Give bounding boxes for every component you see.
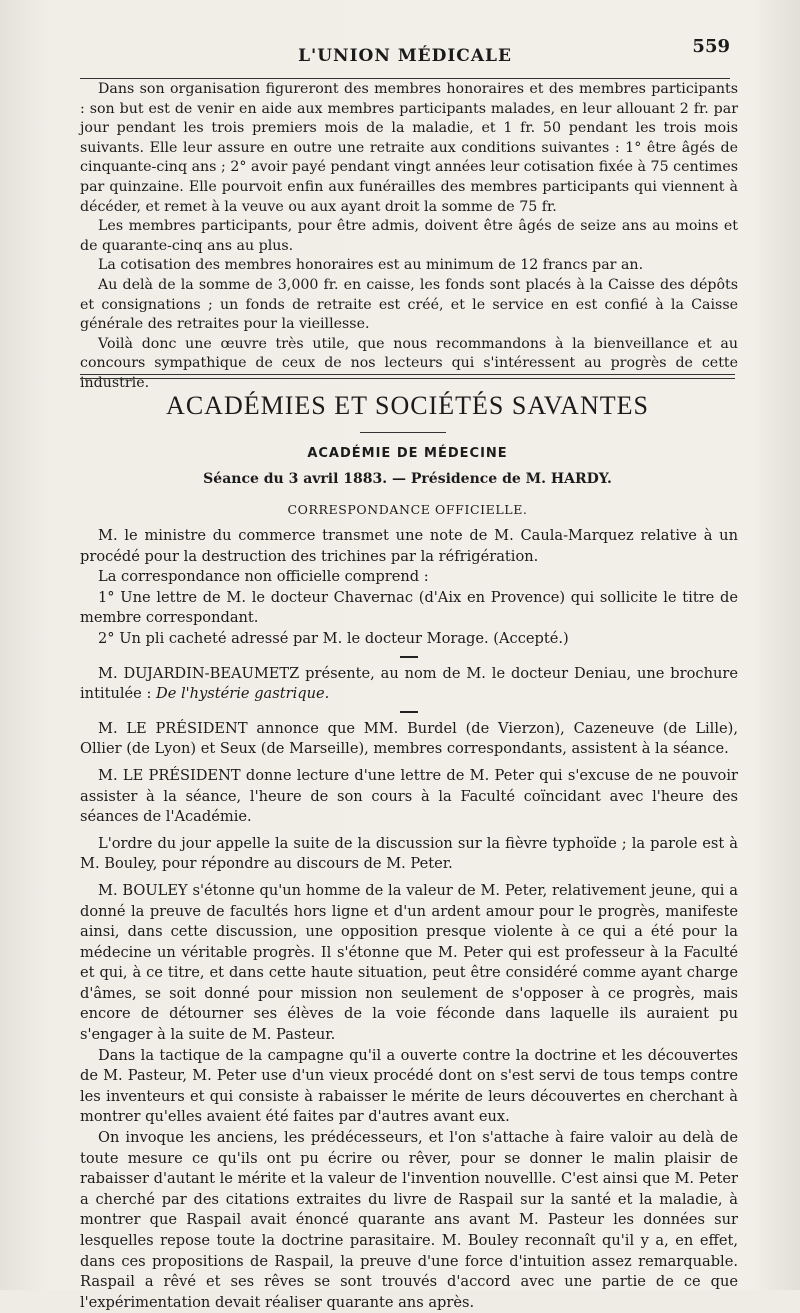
paragraph: L'ordre du jour appelle la suite de la discussion sur la fièvre typhoïde ; la parole est à M. Bouley, pour répondre au discours de M. Peter. bbox=[80, 834, 738, 873]
paragraph-text: s'étonne qu'un homme de la valeur de M. Peter, relativement jeune, qui a donné la preuve de facultés hors ligne et d'un ardent amour pour le progrès, manifeste ainsi, dans cette discussion, une opposition presque violente à ce qui a été pour la médecine un véritable progrès. Il s'étonne que M. Peter qui est professeur à la Faculté et qui, à ce titre, et dans cette haute situation, peut être considéré comme ayant charge d'âmes, se soit donné pour mission non seulement de s'opposer à ce progrès, mais encore de détourner ses élèves de la voie féconde dans laquelle ils auraient pu s'engager à la suite de M. Pasteur. bbox=[80, 881, 738, 1044]
separator-dash bbox=[400, 656, 418, 658]
paragraph-text: donne lecture d'une lettre de M. Peter qui s'excuse de ne pouvoir assister à la séance, l'heure de son cours à la Faculté coïncidant avec l'heure des séances de l'Académie. bbox=[80, 766, 738, 826]
correspondence-heading: CORRESPONDANCE OFFICIELLE. bbox=[287, 502, 528, 517]
paragraph bbox=[80, 664, 738, 705]
title-rule bbox=[360, 432, 446, 433]
speaker-name: M. LE PRÉSIDENT bbox=[98, 766, 241, 784]
academy-subtitle: ACADÉMIE DE MÉDECINE bbox=[307, 446, 508, 461]
paragraph-text: présente, au nom de M. le docteur Deniau, une brochure intitulée : bbox=[80, 664, 738, 703]
page-number: 559 bbox=[692, 36, 730, 57]
speaker-name: M. DUJARDIN-BEAUMETZ bbox=[98, 664, 300, 682]
header-rule bbox=[80, 78, 730, 79]
paragraph: M. le ministre du commerce transmet une note de M. Caula-Marquez relative à un procédé pour la destruction des trichines par la réfrigération. bbox=[80, 527, 738, 565]
speaker-name: M. BOULEY bbox=[98, 881, 188, 899]
paragraph: Voilà donc une œuvre très utile, que nous recommandons à la bienveillance et au concours sympathique de ceux de nos lecteurs qui s'intéressent au progrès de cette industrie. bbox=[80, 335, 738, 391]
brochure-title: De l'hystérie gastrique. bbox=[156, 685, 330, 703]
paragraph: 2° Un pli cacheté adressé par M. le docteur Morage. (Accepté.) bbox=[98, 629, 569, 647]
separator-dash bbox=[400, 711, 418, 713]
speaker-name: M. LE PRÉSIDENT bbox=[98, 719, 248, 737]
paragraph bbox=[80, 766, 738, 828]
session-line: Séance du 3 avril 1883. — Présidence de M. HARDY. bbox=[203, 471, 612, 487]
paragraph: Les membres participants, pour être admis, doivent être âgés de seize ans au moins et de quarante-cinq ans au plus. bbox=[80, 218, 738, 254]
paragraph: Au delà de la somme de 3,000 fr. en caisse, les fonds sont placés à la Caisse des dépôts et consignations ; un fonds de retraite est créé, et le service en est confié à la Caisse générale des retraites pour la vieillesse. bbox=[80, 276, 738, 333]
paragraph: On invoque les anciens, les prédécesseurs, et l'on s'attache à faire valoir au delà de toute mesure ce qu'ils ont pu écrire ou rêver, pour se donner le malin plaisir de rabaisser d'autant le mérite et la valeur de l'invention nouvellle. C'est ainsi que M. Peter a cherché par des citations extraites du livre de Raspail sur la santé et la maladie, à montrer que Raspail avait énoncé quarante ans avant M. Pasteur les données sur lesquelles repose toute la doctrine parasitaire. M. Bouley reconnaît qu'il y a, en effet, dans ces propositions de Raspail, la preuve d'une force d'intuition assez remarquable. Raspail a rêvé et ses rêves se sont trouvés d'accord avec une partie de ce que l'expérimentation devait réaliser quarante ans après. bbox=[80, 1129, 738, 1311]
paragraph bbox=[80, 881, 738, 1046]
section-title: ACADÉMIES ET SOCIÉTÉS SAVANTES bbox=[166, 391, 649, 420]
paragraph: Dans son organisation figureront des membres honoraires et des membres participants : son but est de venir en aide aux membres participants malades, en leur allouant 2 fr. par jour pendant les trois premiers mois de la maladie, et 1 fr. 50 pendant les trois mois suivants. Elle leur assure en outre une retraite aux conditions suivantes : 1° être âgés de cinquante-cinq ans ; 2° avoir payé pendant vingt années leur cotisation fixée à 75 centimes par quinzaine. Elle pourvoit enfin aux funérailles des membres participants qui viennent à décéder, et remet à la veuve ou aux ayant droit la somme de 75 fr. bbox=[80, 81, 738, 215]
paragraph: La cotisation des membres honoraires est au minimum de 12 francs par an. bbox=[98, 257, 644, 274]
page-header bbox=[80, 34, 730, 74]
paragraph: Dans la tactique de la campagne qu'il a ouverte contre la doctrine et les découvertes de M. Pasteur, M. Peter use d'un vieux procédé dont on s'est servi de tous temps contre les inventeurs et qui consiste à rabaisser le mérite de leurs découvertes en cherchant à montrer qu'elles avaient été faites par d'autres avant eux. bbox=[80, 1046, 738, 1126]
paragraph bbox=[80, 719, 738, 760]
minutes-body bbox=[80, 526, 738, 1313]
society-statutes-block bbox=[80, 80, 738, 394]
paragraph-text: annonce que MM. Burdel (de Vierzon), Cazeneuve (de Lille), Ollier (de Lyon) et Seux (de Marseille), membres correspondants, assistent à la séance. bbox=[80, 719, 738, 758]
paragraph: La correspondance non officielle comprend : bbox=[98, 568, 429, 586]
running-title: L'UNION MÉDICALE bbox=[298, 46, 512, 66]
paragraph: 1° Une lettre de M. le docteur Chavernac (d'Aix en Provence) qui sollicite le titre de membre correspondant. bbox=[80, 588, 738, 627]
section-divider bbox=[80, 374, 735, 379]
